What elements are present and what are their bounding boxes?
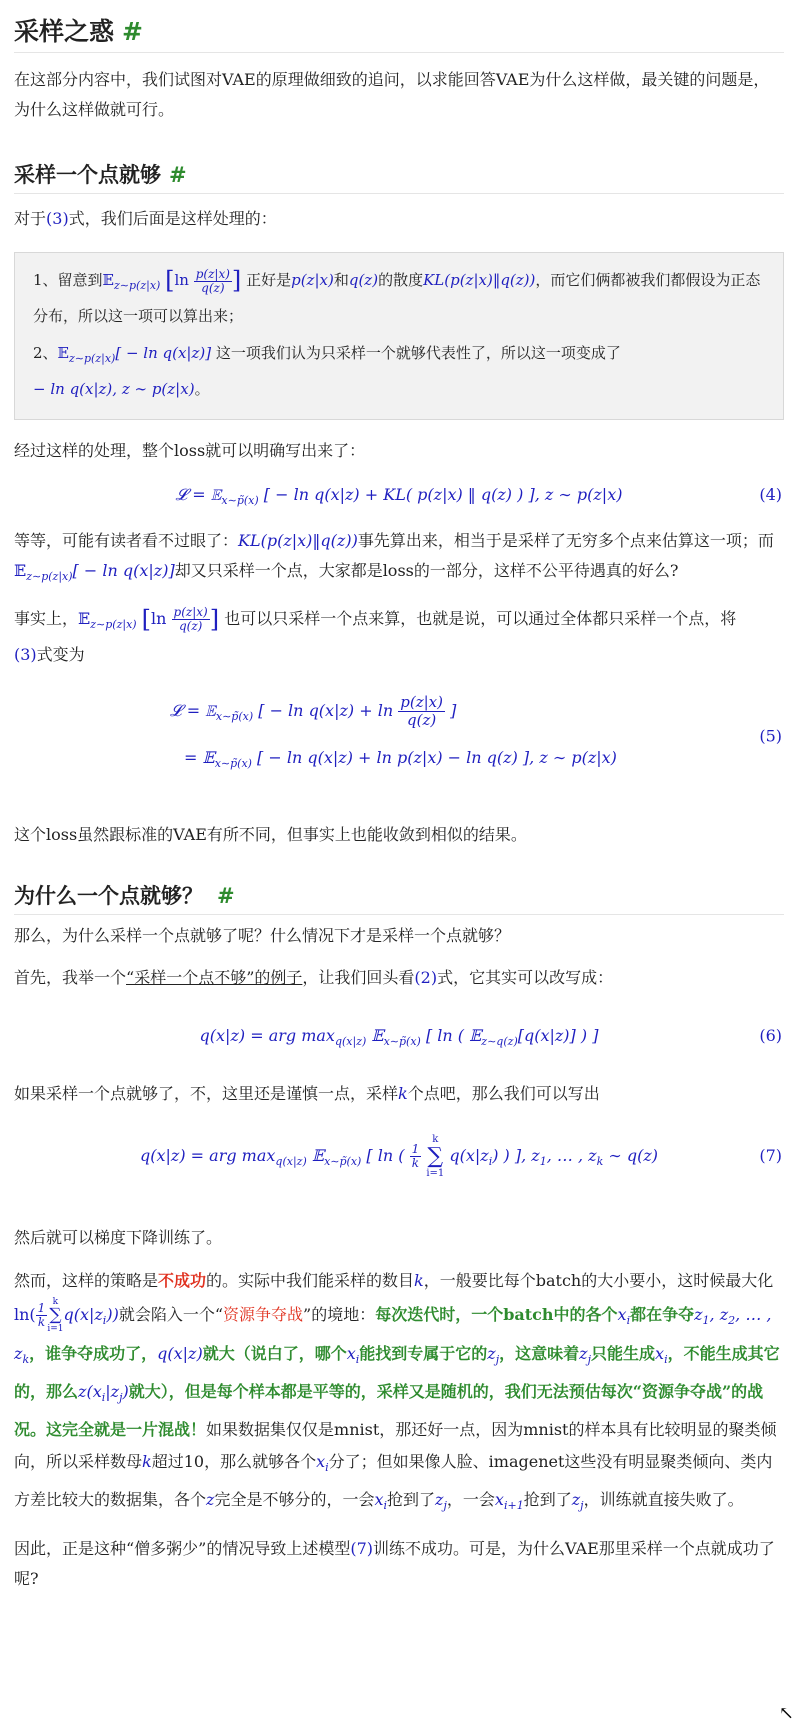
- equation-number: (4): [759, 485, 782, 504]
- equation-ref-link[interactable]: (2): [414, 968, 438, 988]
- paragraph: 那么，为什么采样一个点就够了呢？什么情况下才是采样一个点就够？: [14, 926, 511, 946]
- quote-item-1: 1、留意到𝔼$_{z\sim p(z|x)}$ [ln $\frac{p(z|x)}{q(z)}$ ] 正好是p(z|x)和q(z)的散度KL(p(z|x)‖q(z))，而它们俩都被我们都假设为正态分布，所以这一项可以算出来；: [33, 266, 761, 325]
- paragraph: 这个loss虽然跟标准的VAE有所不同，但事实上也能收敛到相似的结果。: [14, 825, 527, 845]
- heading-text: 采样一个点就够: [14, 163, 161, 187]
- equation-4: 𝓛 = 𝔼$_{x\sim p̃(x)}$ [ − ln q(x|z) + KL( p(z|x) ‖ q(z) ) ], z ∼ p(z|x) (4): [14, 472, 784, 518]
- section-heading-one-point: [14, 153, 784, 194]
- equation-ref-link[interactable]: (3): [14, 645, 37, 665]
- paragraph: 因此，正是这种“僧多粥少”的情况导致上述模型(7)训练不成功。可是，为什么VAE那里采样一个点就成功了呢?: [14, 1539, 775, 1589]
- equation-number: (5): [759, 726, 782, 746]
- paragraph-resource-contention: 然而，这样的策略是不成功的。实际中我们能采样的数目k，一般要比每个batch的大小要小，这时候最大化ln( $\frac{1}{k}$ k ∑ i=1 $q(x|z_i)$)就会陷入一个“资源争夺战”的境地：每次迭代时，一个batch中的各个$x_i$都在争夺$z_1$, $z_2$, … , $z_k$，谁争夺成功了，q(x|z)就大（说白了，哪个$x_i$能找到专属于它的$z_j$，这意味着$z_j$只能生成$x_i$，不能生成其它的，那么$z(x_i|z_j)$就大），但是每个样本都是平等的，采样又是随机的，我们无法预估每次“资源争夺战”的战况。这完全就是一片混战！如果数据集仅仅是mnist，那还好一点，因为mnist的样本具有比较明显的聚类倾向，所以采样数母k超过10，那么就够各个$x_i$分了；但如果像人脸、imagenet这些没有明显聚类倾向、类内方差比较大的数据集，各个z完全是不够分的，一会$x_i$抢到了$z_j$，一会$x_{i+1}$抢到了$z_j$，训练就直接失败了。: [14, 1271, 780, 1513]
- anchor-link[interactable]: #: [169, 163, 187, 187]
- intro-paragraph: 在这部分内容中，我们试图对VAE的原理做细致的追问，以求能回答VAE为什么这样做，最关键的问题是，为什么这样做就可行。: [14, 70, 770, 119]
- heading-text: 采样之惑: [14, 17, 115, 46]
- equation-6: q(x|z) = arg $\max_{q(x|z)}$ 𝔼$_{x\sim p̃(x)}$ [ ln ( 𝔼$_{z\sim q(z)}$[q(x|z)] ) ] (6): [14, 1003, 784, 1069]
- equation-ref-link[interactable]: (7): [350, 1539, 374, 1559]
- equation-7: q(x|z) = arg $\max_{q(x|z)}$ 𝔼$_{x\sim p̃(x)}$ [ ln ( $\frac{1}{k}$ k ∑ i=1 $q(x|z_i)$ ) ], $z_1$, … , $z_k$ ∼ q(z) (7): [14, 1117, 784, 1195]
- section-heading-why-one-point: [14, 874, 784, 915]
- anchor-link[interactable]: #: [122, 17, 143, 46]
- blockquote: [14, 252, 784, 420]
- heading-text: 为什么一个点就够？: [14, 884, 203, 909]
- mouse-pointer-icon: ↖: [778, 1703, 794, 1724]
- paragraph: 然后就可以梯度下降训练了。: [14, 1228, 223, 1248]
- paragraph: 事实上，𝔼$_{z\sim p(z|x)}$ [ln $\frac{p(z|x)}{q(z)}$ ] 也可以只采样一个点来算，也就是说，可以通过全体都只采样一个点，将 (3)式变为: [14, 605, 737, 665]
- section-heading-sampling-puzzle: [14, 0, 784, 53]
- equation-5: 𝓛 = 𝔼$_{x\sim p̃(x)}$ [ − ln q(x|z) + ln $\frac{p(z|x)}{q(z)}$ ] = 𝔼$_{x\sim p̃(x)}$ [ − ln q(x|z) + ln p(z|x) − ln q(z) ], z ∼ p(z|x) (5): [170, 693, 782, 771]
- anchor-link[interactable]: #: [217, 884, 235, 909]
- equation-number: (6): [759, 1026, 782, 1046]
- paragraph: 对于(3)式，我们后面是这样处理的：: [14, 209, 277, 228]
- equation-number: (7): [759, 1146, 782, 1166]
- example-link[interactable]: “采样一个点不够”的例子: [126, 968, 303, 988]
- paragraph: 如果采样一个点就够了，不，这里还是谨慎一点，采样k个点吧，那么我们可以写出: [14, 1084, 600, 1104]
- paragraph: 等等，可能有读者看不过眼了：KL(p(z|x)‖q(z))事先算出来，相当于是采样了无穷多个点来估算这一项；而𝔼$_{z\sim p(z|x)}$[ − ln q(x|z)]却又只采样一个点，大家都是loss的一部分，这样不公平待遇真的好么?: [14, 531, 774, 584]
- paragraph: 经过这样的处理，整个loss就可以明确写出来了：: [14, 441, 366, 460]
- equation-ref-link[interactable]: (3): [46, 209, 69, 228]
- paragraph: 首先，我举一个“采样一个点不够”的例子，让我们回头看(2)式，它其实可以改写成：: [14, 968, 614, 988]
- quote-item-2: 2、𝔼$_{z\sim p(z|x)}$[ − ln q(x|z)] 这一项我们认为只采样一个就够代表性了，所以这一项变成了 − ln q(x|z), z ∼ p(z|x)。: [33, 344, 621, 398]
